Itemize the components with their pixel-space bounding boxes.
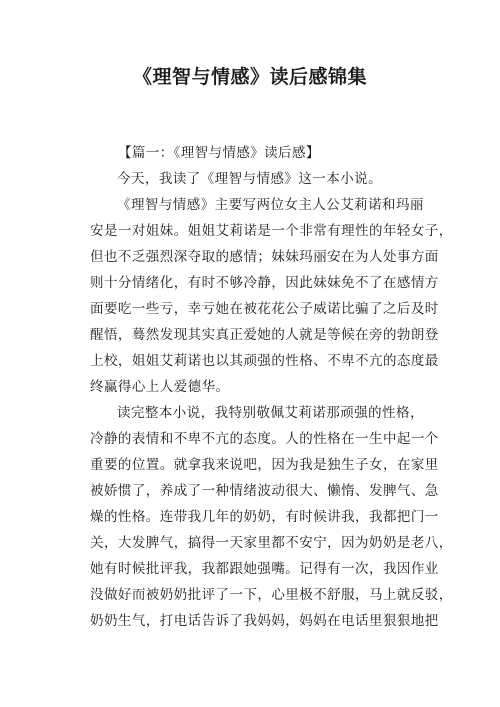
text-line: 上校，姐姐艾莉诺也以其顽强的性格、不卑不亢的态度最	[90, 353, 439, 369]
text-line: 则十分情绪化，有时不够冷静，因此妹妹免不了在感情方	[90, 275, 439, 291]
text-line: 终赢得心上人爱德华。	[90, 379, 230, 395]
text-line: 《理智与情感》主要写两位女主人公艾莉诺和玛丽	[117, 197, 424, 213]
section-heading: 【篇一：《理智与情感》读后感】	[118, 145, 320, 161]
text-line: 关，大发脾气，搞得一天家里都不安宁，因为奶奶是老八，	[90, 535, 453, 551]
text-line: 重要的位置。就拿我来说吧，因为我是独生子女，在家里	[90, 457, 439, 473]
paragraph	[90, 192, 453, 400]
text-line: 被娇惯了，养成了一种情绪波动很大、懒惰、发脾气、急	[90, 483, 439, 499]
text-line: 今天，我读了《理智与情感》这一本小说。	[117, 171, 383, 187]
text-line: 冷静的表情和不卑不亢的态度。人的性格在一生中起一个	[90, 431, 439, 447]
text-line: 面要吃一些亏，幸亏她在被花花公子威诺比骗了之后及时	[90, 301, 439, 317]
text-line: 读完整本小说，我特别敬佩艾莉诺那顽强的性格，	[117, 405, 424, 421]
paragraph	[90, 400, 453, 634]
paragraph	[90, 166, 415, 192]
text-line: 醒悟，蓦然发现其实真正爱她的人就是等候在旁的勃朗登	[90, 327, 439, 343]
document-title: 《理智与情感》读后感锦集	[132, 66, 367, 88]
text-line: 但也不乏强烈深夺取的感情；妹妹玛丽安在为人处事方面	[90, 249, 439, 265]
text-line: 她有时候批评我，我都跟她强嘴。记得有一次，我因作业	[90, 561, 439, 577]
text-line: 没做好而被奶奶批评了一下，心里极不舒服，马上就反驳，	[90, 587, 453, 603]
text-line: 燥的性格。连带我几年的奶奶，有时候讲我，我都把门一	[90, 509, 439, 525]
text-line: 安是一对姐妹。姐姐艾莉诺是一个非常有理性的年轻女子，	[90, 223, 453, 239]
text-line: 奶奶生气，打电话告诉了我妈妈，妈妈在电话里狠狠地把	[90, 613, 439, 629]
article-body	[90, 140, 453, 634]
